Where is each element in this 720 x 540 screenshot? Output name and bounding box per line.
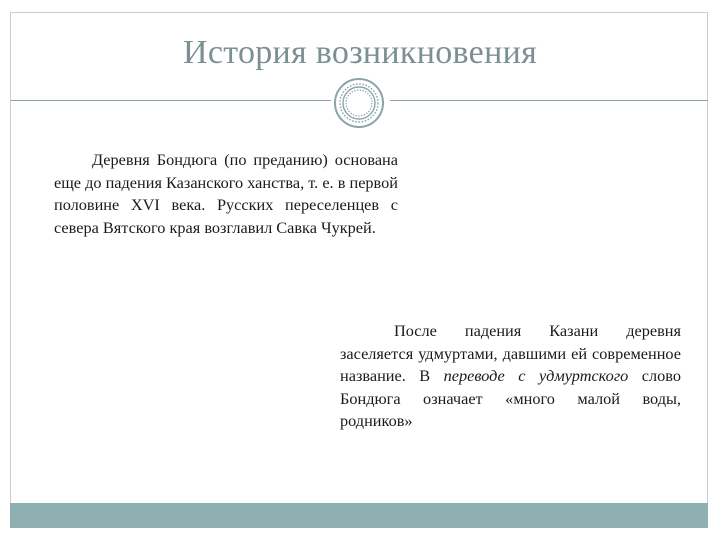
divider-line-left (11, 100, 331, 101)
ring-ornament-icon (333, 77, 385, 129)
slide-title: История возникновения (182, 34, 538, 71)
bottom-bar (10, 503, 708, 528)
paragraph-2-text-after: слово Бондюга означает «много малой воды, родников» (340, 366, 681, 430)
paragraph-2-text-italic: переводе с удмуртского (443, 366, 629, 385)
paragraph-1-text: Деревня Бондюга (по преданию) основана еще до падения Казанского ханства, т. е. в первой половине XVI века. Русских переселенцев с севера Вятского края возглавил Савка Чукрей. (54, 150, 398, 237)
paragraph-2-text-before: После падения Казани деревня заселяется удмуртами, давшими ей современное название. В (340, 321, 681, 385)
paragraph-history-1 (54, 149, 398, 239)
paragraph-history-2 (340, 320, 681, 433)
divider-line-right (390, 100, 708, 101)
